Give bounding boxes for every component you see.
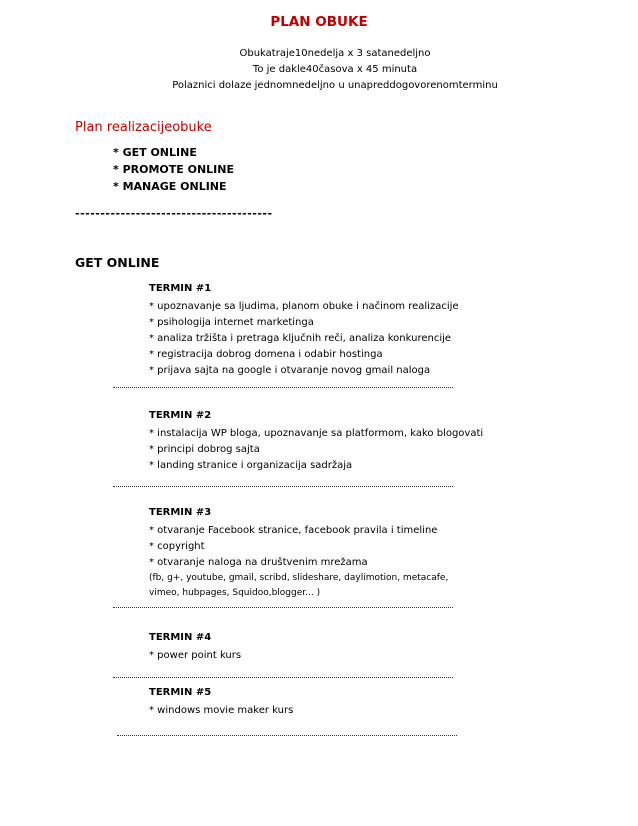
overview-item: * PROMOTE ONLINE <box>113 163 234 176</box>
section-title: Plan realizacijeobuke <box>75 120 212 135</box>
termin-item: * upoznavanje sa ljudima, planom obuke i načinom realizacije <box>149 301 459 312</box>
termin-block <box>149 685 293 719</box>
dotted-separator <box>113 486 453 487</box>
termin-item: * instalacija WP bloga, upoznavanje sa platformom, kako blogovati <box>149 428 484 439</box>
termin-item: * analiza tržišta i pretraga ključnih reči, analiza konkurencije <box>149 333 452 344</box>
termin-item: * psihologija internet marketinga <box>149 317 314 328</box>
subtitle-hours: To je dakle40časova x 45 minuta <box>252 64 418 75</box>
subtitle-duration: Obukatraje10nedelja x 3 satanedeljno <box>239 48 431 59</box>
dotted-separator <box>113 677 453 678</box>
termin-title: TERMIN #4 <box>149 632 212 643</box>
overview-item: * MANAGE ONLINE <box>113 180 227 193</box>
termin-item: * registracija dobrog domena i odabir hostinga <box>149 349 383 360</box>
termin-block <box>149 408 483 474</box>
termin-block <box>149 281 459 379</box>
dotted-separator <box>113 387 453 388</box>
termin-item: * otvaranje Facebook stranice, facebook pravila i timeline <box>149 525 438 536</box>
termin-title: TERMIN #1 <box>149 283 212 294</box>
termin-title: TERMIN #3 <box>149 507 212 518</box>
document-title: PLAN OBUKE <box>270 14 368 30</box>
subtitle-schedule: Polaznici dolaze jednomnedeljno u unapreddogovorenomterminu <box>172 80 498 91</box>
termin-item: * copyright <box>149 541 205 552</box>
dotted-separator <box>113 607 453 608</box>
termin-block <box>149 630 241 664</box>
termin-item: * power point kurs <box>149 650 242 661</box>
termin-block <box>149 505 448 601</box>
termin-item: * otvaranje naloga na društvenim mrežama <box>149 557 368 568</box>
termin-item: * landing stranice i organizacija sadržaja <box>149 460 353 471</box>
termin-item: * principi dobrog sajta <box>149 444 260 455</box>
termin-title: TERMIN #5 <box>149 687 212 698</box>
termin-item: * windows movie maker kurs <box>149 705 294 716</box>
overview-list <box>113 144 234 195</box>
termin-item: * prijava sajta na google i otvaranje novog gmail naloga <box>149 365 431 376</box>
termin-note: vimeo, hubpages, Squidoo,blogger... ) <box>149 588 321 598</box>
termin-note: (fb, g+, youtube, gmail, scribd, slideshare, daylimotion, metacafe, <box>149 573 449 583</box>
dotted-separator <box>117 735 457 736</box>
overview-item: * GET ONLINE <box>113 146 197 159</box>
section-heading: GET ONLINE <box>75 255 160 270</box>
divider-line: --------------------------------------- <box>75 207 273 220</box>
termin-title: TERMIN #2 <box>149 410 212 421</box>
